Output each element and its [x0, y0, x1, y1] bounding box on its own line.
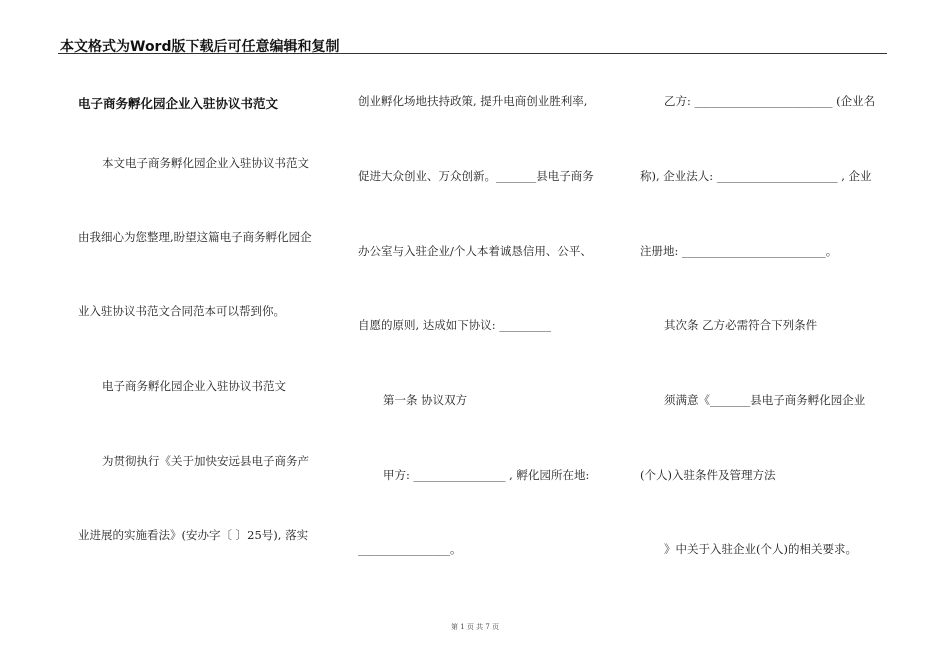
col3-line: 其次条 乙方必需符合下列条件 [664, 318, 818, 332]
col3-line: 须满意《_______县电子商务孵化园企业 [664, 393, 866, 407]
col2-line: 办公室与入驻企业/个人本着诚恳信用、公平、 [358, 244, 592, 258]
col1-line: 业入驻协议书范文合同范本可以帮到你。 [78, 304, 285, 318]
document-title: 电子商务孵化园企业入驻协议书范文 [78, 96, 279, 111]
col1-line: 由我细心为您整理,盼望这篇电子商务孵化园企 [78, 230, 312, 244]
col3-line: 称), 企业法人: _____________________ , 企业 [640, 169, 872, 183]
col3-line: (个人)入驻条件及管理方法 [640, 468, 776, 482]
header-divider [58, 53, 887, 54]
col3-line: 乙方: ________________________ (企业名 [664, 94, 876, 108]
col2-line: 创业孵化场地扶持政策, 提升电商创业胜利率, [358, 94, 588, 108]
col1-line: 业进展的实施看法》(安办字〔 〕25号), 落实 [78, 528, 309, 542]
col2-line: 促进大众创业、万众创新。_______县电子商务 [358, 169, 594, 183]
col2-line: 第一条 协议双方 [383, 393, 468, 407]
col3-line: 》中关于入驻企业(个人)的相关要求。 [664, 542, 857, 556]
col2-line: ________________。 [358, 542, 462, 556]
page-footer: 第 1 页 共 7 页 [450, 623, 500, 631]
col2-line: 甲方: ________________ , 孵化园所在地: [383, 468, 590, 482]
col1-line: 为贯彻执行《关于加快安远县电子商务产 [102, 454, 309, 468]
col1-line: 电子商务孵化园企业入驻协议书范文 [102, 379, 286, 393]
col2-line: 自愿的原则, 达成如下协议: _________ [358, 318, 552, 332]
col1-line: 本文电子商务孵化园企业入驻协议书范文 [102, 156, 309, 170]
page-header: 本文格式为Word版下载后可任意编辑和复制 [60, 39, 340, 55]
col3-line: 注册地: _________________________。 [640, 244, 838, 258]
